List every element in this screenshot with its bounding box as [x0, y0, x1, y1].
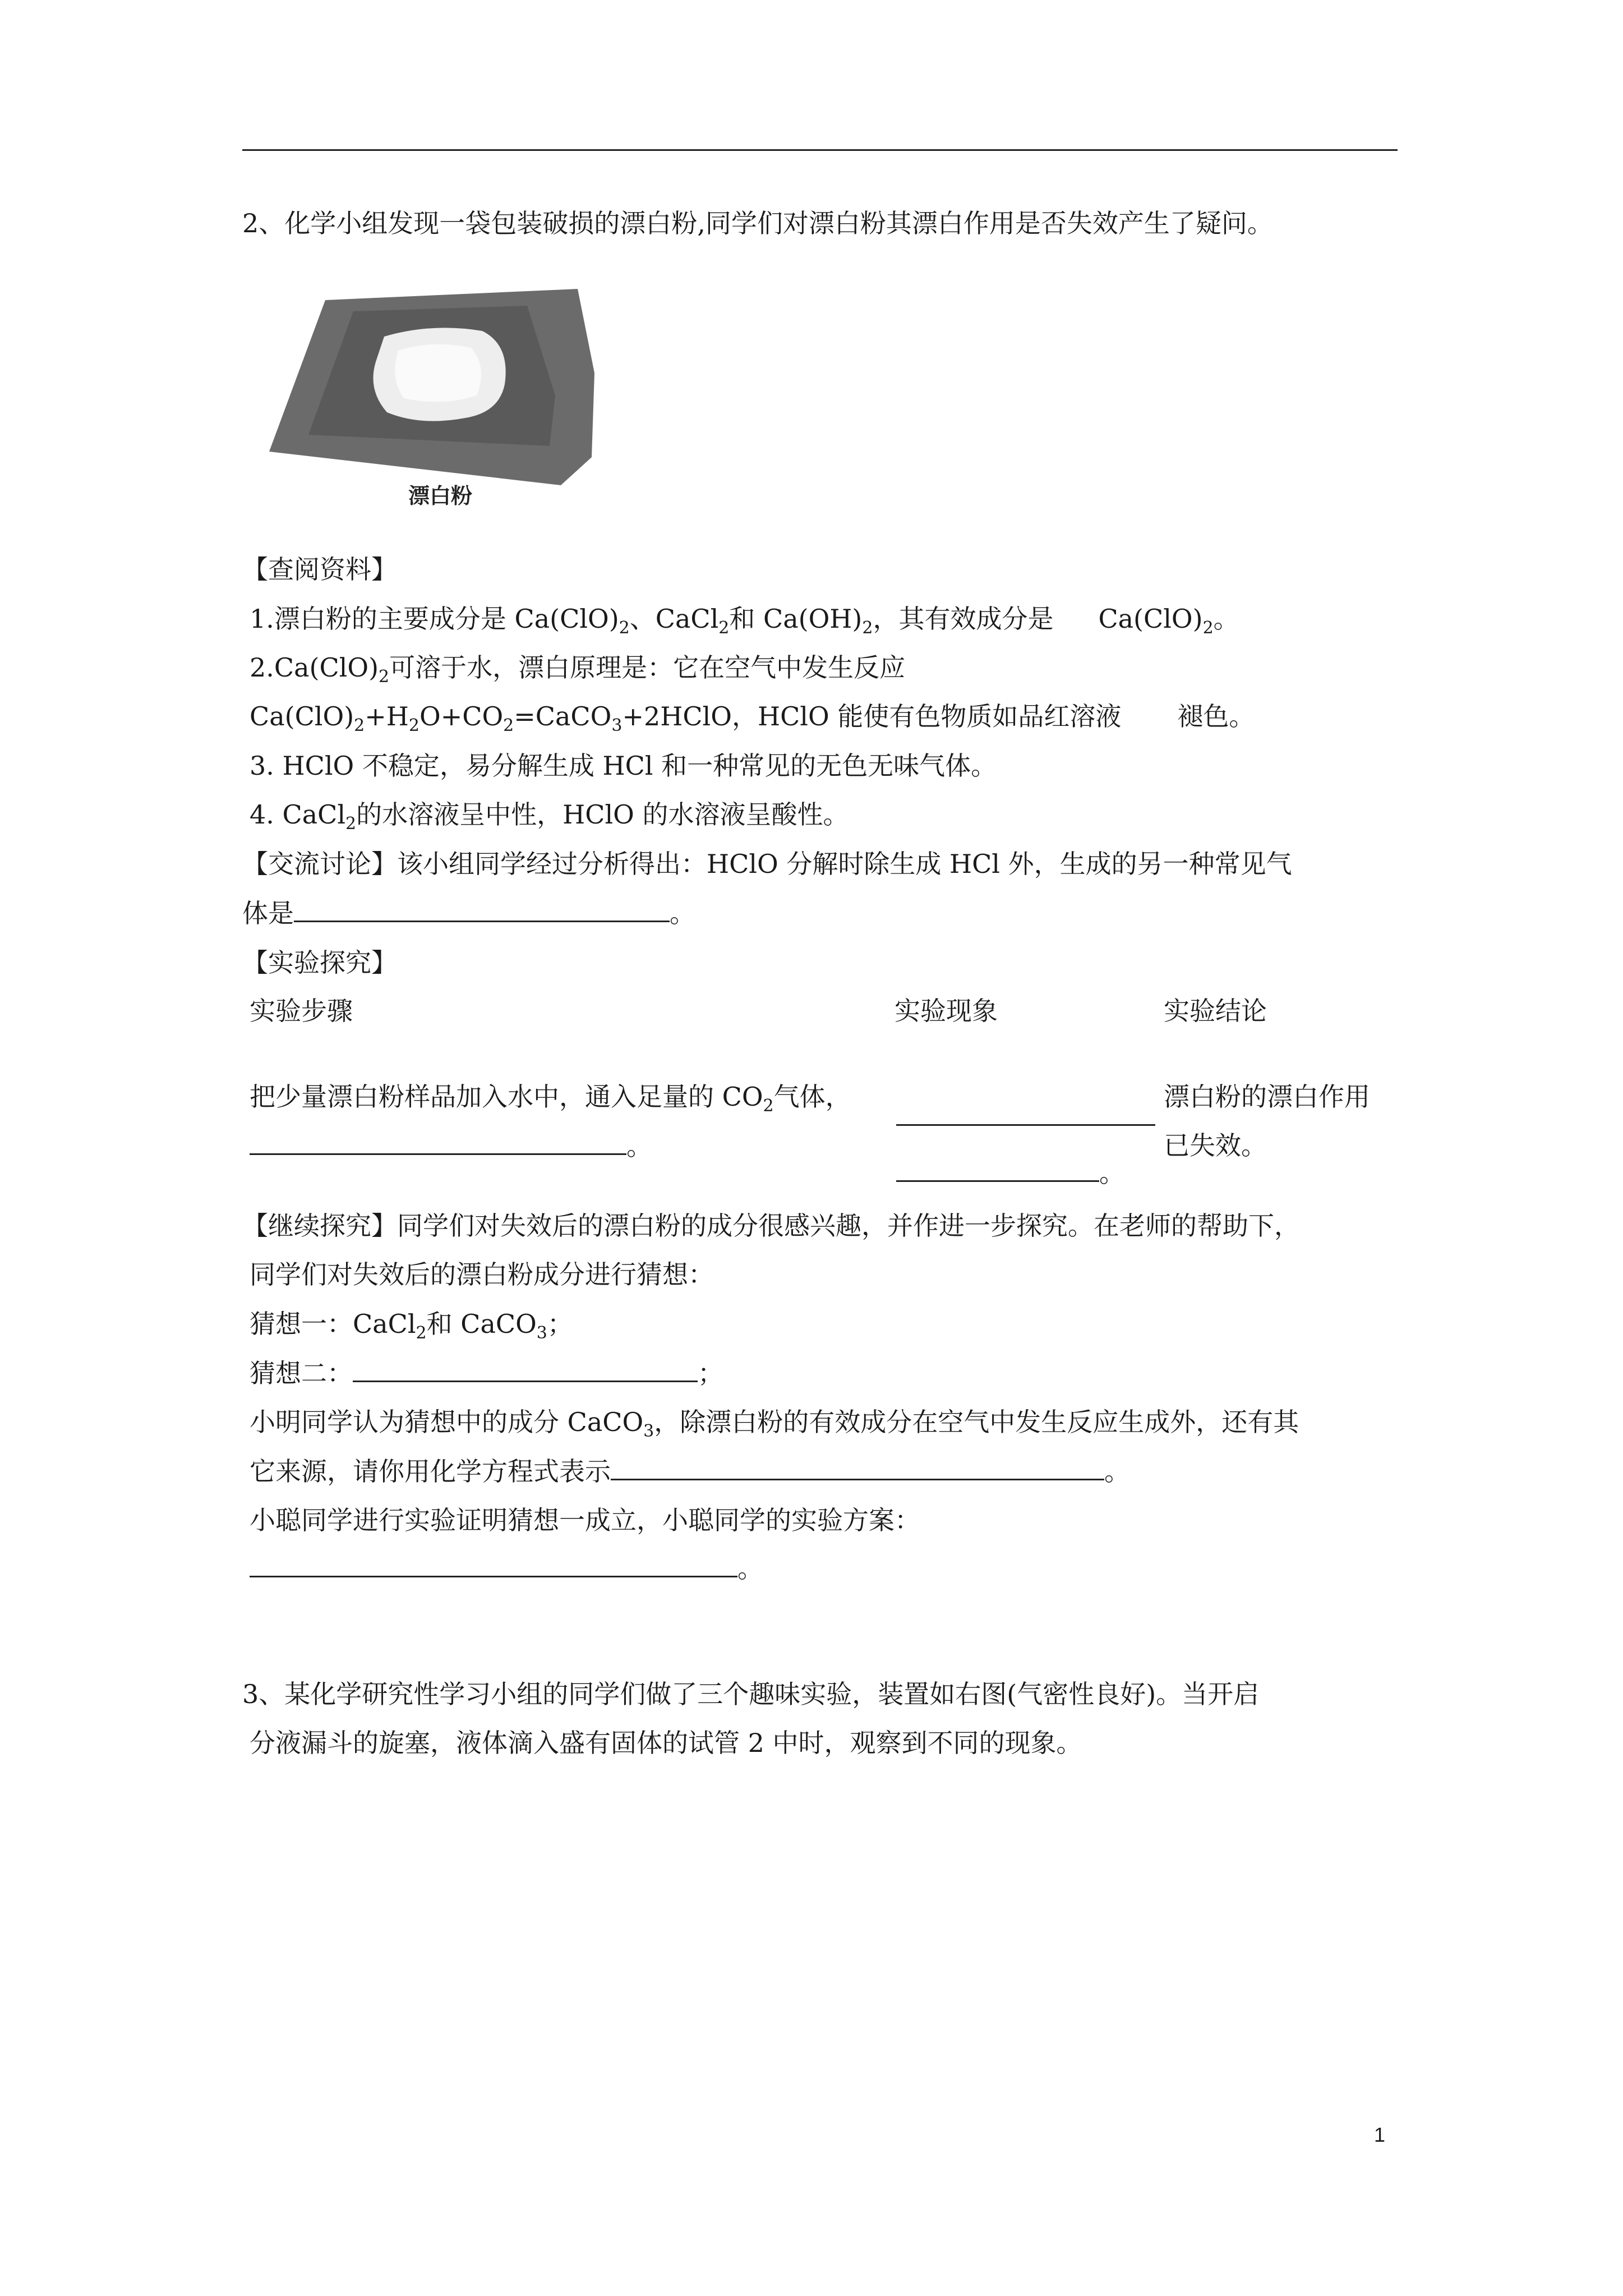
guess-1: 猜想一：CaCl$_2$和 CaCO$_3$； [250, 1309, 573, 1343]
plan-blank[interactable] [250, 1551, 737, 1577]
xiaoming-line-2: 它来源，请你用化学方程式表示 。 [250, 1454, 1130, 1488]
exp-heading: 【实验探究】 [242, 947, 397, 978]
equation-blank[interactable] [611, 1454, 1104, 1480]
xiaoming-line-1: 小明同学认为猜想中的成分 CaCO$_3$，除漂白粉的有效成分在空气中发生反应生成外，还有其 [250, 1407, 1299, 1441]
exp-step-line-2: 。 [250, 1129, 652, 1163]
conclusion-line-1: 漂白粉的漂白作用 [1164, 1082, 1370, 1112]
q3-line-1: 3、某化学研究性学习小组的同学们做了三个趣味实验，装置如右图(气密性良好)。当开启 [242, 1679, 1260, 1709]
discussion-line-2: 体是 。 [242, 896, 695, 930]
ref-heading: 【查阅资料】 [242, 554, 397, 585]
gas-answer-blank[interactable] [294, 896, 670, 922]
xiaocong-line-1: 小聪同学进行实验证明猜想一成立，小聪同学的实验方案： [250, 1505, 920, 1535]
col-header-phenomenon: 实验现象 [895, 996, 998, 1026]
photo-caption: 漂白粉 [408, 483, 473, 508]
guess-2: 猜想二： ； [250, 1356, 723, 1390]
bleach-powder-photo [264, 278, 600, 513]
q2-intro: 2、化学小组发现一袋包装破损的漂白粉,同学们对漂白粉其漂白作用是否失效产生了疑问。 [242, 208, 1273, 238]
header-rule [242, 149, 1398, 151]
phenomenon-blank-2[interactable]: 。 [896, 1156, 1125, 1190]
ref-1: 1.漂白粉的主要成分是 $Ca(ClO)_2$、CaCl$_2$和 $Ca(OH)_2$，其有效成分是 $Ca(ClO)_2$。 [250, 604, 1239, 638]
ref-2-equation: $Ca(ClO)_2+H_2O+CO_2=CaCO_3+2HClO$，HClO 能使有色物质如品红溶液 褪色。 [250, 701, 1255, 735]
guess-2-blank[interactable] [353, 1356, 698, 1382]
ref-4: 4. CaCl$_2$的水溶液呈中性，HClO 的水溶液呈酸性。 [250, 799, 849, 834]
col-header-steps: 实验步骤 [250, 996, 353, 1026]
xiaocong-line-2: 。 [250, 1551, 763, 1585]
continue-line-1: 【继续探究】同学们对失效后的漂白粉的成分很感兴趣，并作进一步探究。在老师的帮助下， [242, 1211, 1300, 1241]
q3-line-2: 分液漏斗的旋塞，液体滴入盛有固体的试管 2 中时，观察到不同的现象。 [250, 1728, 1082, 1758]
page-number: 1 [1374, 2123, 1386, 2146]
continue-line-2: 同学们对失效后的漂白粉成分进行猜想： [250, 1259, 714, 1290]
phenomenon-blank-1[interactable] [896, 1099, 1155, 1134]
ref-3: 3. HClO 不稳定，易分解生成 HCl 和一种常见的无色无味气体。 [250, 751, 997, 781]
exp-step-text: 把少量漂白粉样品加入水中，通入足量的 $CO_2$气体， [250, 1082, 851, 1116]
conclusion-line-2: 已失效。 [1164, 1130, 1267, 1161]
discussion-line-1: 【交流讨论】该小组同学经过分析得出：HClO 分解时除生成 HCl 外，生成的另一种常见气 [242, 849, 1292, 879]
step-answer-blank[interactable] [250, 1129, 626, 1155]
ref-2: $2.Ca(ClO)_2$可溶于水，漂白原理是：它在空气中发生反应 [250, 652, 906, 687]
col-header-conclusion: 实验结论 [1164, 996, 1267, 1026]
